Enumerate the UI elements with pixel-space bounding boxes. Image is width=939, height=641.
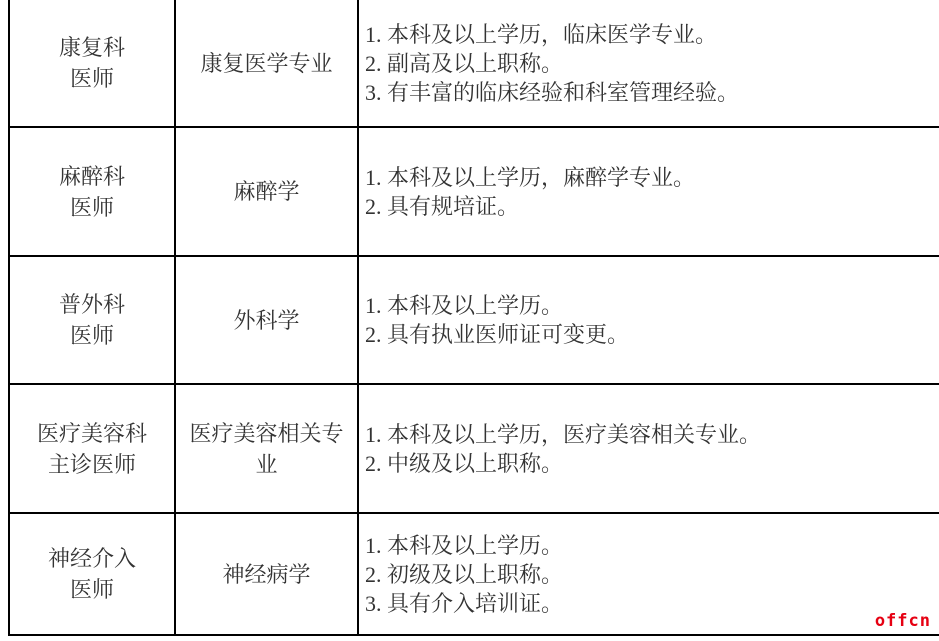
position-cell [10, 385, 176, 512]
position-line: 主诊医师 [47, 451, 136, 477]
position-line: 医疗美容科 [36, 420, 147, 446]
requirement-line: 2. 具有规培证。 [365, 193, 520, 219]
position-cell [10, 0, 176, 126]
major-cell: 康复医学专业 [176, 0, 359, 126]
position-line: 普外科 [58, 292, 125, 317]
requirement-line: 2. 初级及以上职称。 [365, 561, 564, 587]
position-cell [10, 128, 176, 255]
position-cell [10, 514, 176, 634]
requirement-line: 2. 副高及以上职称。 [365, 50, 564, 76]
requirement-line: 1. 本科及以上学历，医疗美容相关专业。 [365, 421, 762, 447]
major-cell: 外科学 [176, 257, 359, 383]
requirement-line: 3. 具有介入培训证。 [365, 590, 564, 616]
recruitment-table [8, 0, 939, 636]
major-cell: 麻醉学 [176, 128, 359, 255]
requirement-line: 1. 本科及以上学历，麻醉学专业。 [365, 164, 696, 190]
requirement-line: 3. 有丰富的临床经验和科室管理经验。 [365, 79, 740, 105]
major-cell: 神经病学 [176, 514, 359, 634]
major-cell: 医疗美容相关专业 [176, 385, 359, 512]
requirement-line: 2. 具有执业医师证可变更。 [365, 322, 630, 347]
requirements-cell [359, 0, 939, 126]
offcn-watermark: offcn [874, 611, 931, 631]
table-row [10, 385, 939, 514]
requirement-line: 2. 中级及以上职称。 [365, 450, 564, 476]
position-line: 医师 [69, 577, 114, 602]
requirement-line: 1. 本科及以上学历。 [365, 532, 564, 558]
requirements-cell [359, 257, 939, 383]
position-line: 医师 [69, 66, 114, 91]
position-line: 神经介入 [47, 546, 136, 571]
requirements-cell [359, 514, 939, 634]
position-line: 康复科 [58, 35, 125, 60]
requirement-line: 1. 本科及以上学历。 [365, 293, 564, 318]
requirements-cell [359, 128, 939, 255]
table-row [10, 257, 939, 385]
position-line: 麻醉科 [58, 163, 125, 189]
position-line: 医师 [69, 323, 114, 348]
position-line: 医师 [69, 194, 114, 220]
table-row [10, 0, 939, 128]
table-row [10, 128, 939, 257]
requirement-line: 1. 本科及以上学历，临床医学专业。 [365, 21, 718, 47]
requirements-cell [359, 385, 939, 512]
table-row [10, 514, 939, 636]
position-cell [10, 257, 176, 383]
